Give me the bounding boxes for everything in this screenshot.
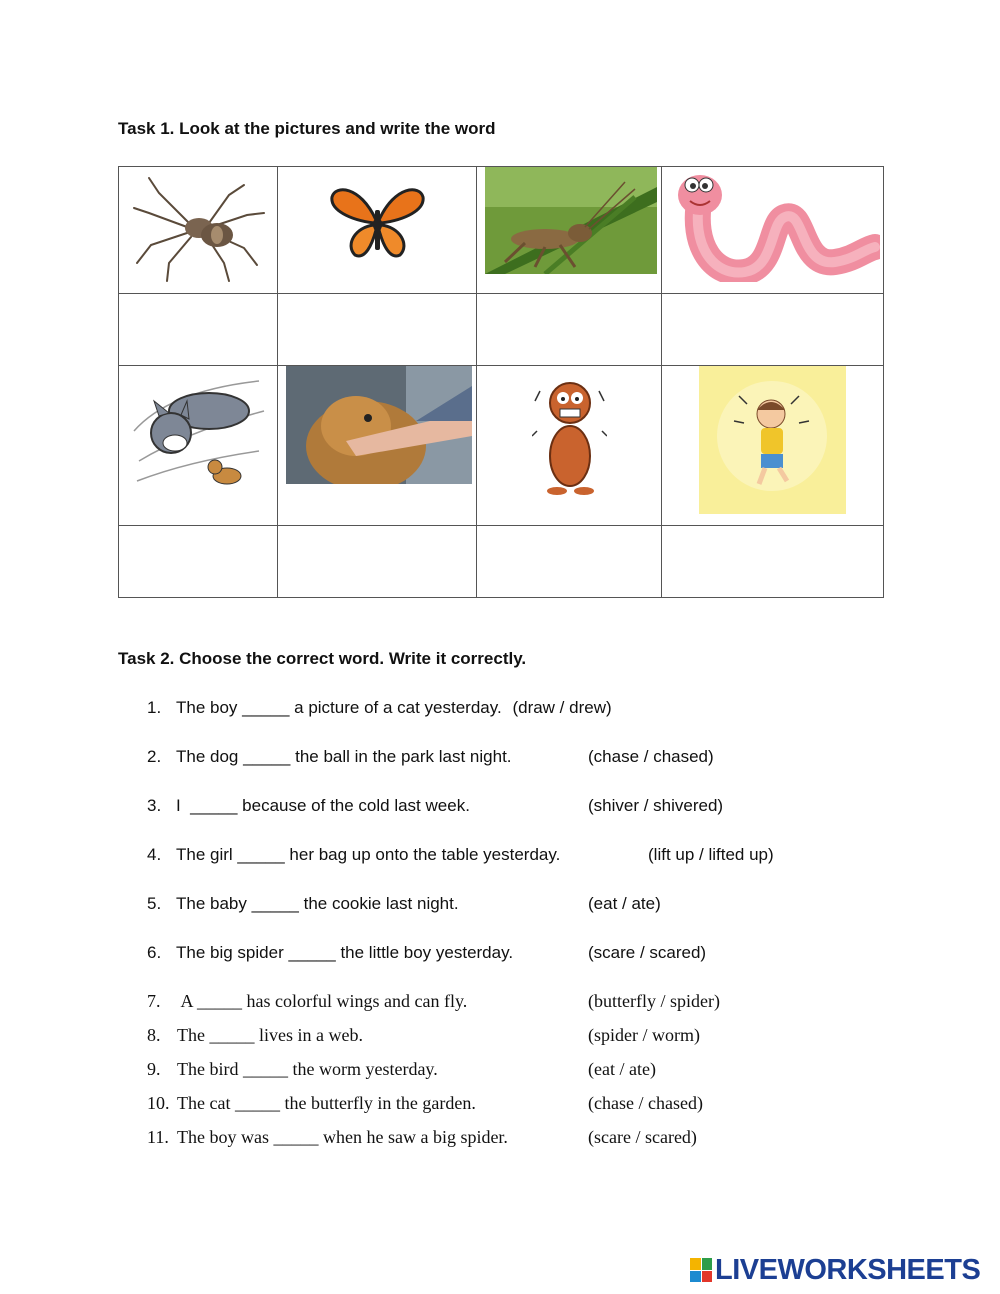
question-text: The _____ lives in a web.	[177, 1025, 363, 1045]
question-number: 2.	[147, 747, 162, 766]
question-number: 9.	[147, 1059, 161, 1079]
cat-chasing-mouse-image	[129, 371, 269, 501]
question-number: 4.	[147, 845, 162, 864]
question-options: (shiver / shivered)	[588, 796, 724, 815]
answer-cell[interactable]	[662, 526, 884, 598]
task1-title: Task 1. Look at the pictures and write the word	[118, 119, 496, 138]
liveworksheets-logo[interactable]	[690, 1254, 980, 1286]
question-2	[147, 747, 714, 767]
question-text: The bird _____ the worm yesterday.	[177, 1059, 438, 1079]
question-7	[147, 991, 720, 1012]
question-text: The dog _____ the ball in the park last night.	[176, 747, 512, 766]
picture-cell	[119, 366, 278, 526]
question-text: The baby _____ the cookie last night.	[176, 894, 459, 913]
question-number: 8.	[147, 1025, 161, 1045]
question-text: The cat _____ the butterfly in the garden.	[177, 1093, 476, 1113]
picture-cell	[278, 366, 477, 526]
worm-image	[670, 167, 880, 282]
question-number: 10.	[147, 1093, 170, 1113]
question-9	[147, 1059, 656, 1080]
question-number: 11.	[147, 1127, 169, 1147]
logo-text: LIVEWORKSHEETS	[715, 1253, 981, 1286]
spider-image	[129, 173, 269, 283]
question-options: (spider / worm)	[588, 1025, 700, 1045]
answer-cell[interactable]	[119, 294, 278, 366]
scared-boy-image	[699, 366, 846, 514]
answer-cell[interactable]	[662, 294, 884, 366]
question-11	[147, 1127, 697, 1148]
question-options: (scare / scared)	[588, 943, 707, 962]
question-options: (draw / drew)	[512, 698, 612, 717]
answer-cell[interactable]	[477, 294, 662, 366]
answer-cell[interactable]	[278, 294, 477, 366]
picture-cell	[662, 366, 884, 526]
task2-title: Task 2. Choose the correct word. Write it correctly.	[118, 649, 527, 668]
question-options: (chase / chased)	[588, 747, 714, 766]
picture-cell	[477, 366, 662, 526]
question-number: 5.	[147, 894, 162, 913]
question-options: (chase / chased)	[588, 1093, 703, 1113]
question-text: The boy was _____ when he saw a big spider.	[177, 1127, 508, 1147]
question-options: (butterfly / spider)	[588, 991, 720, 1011]
question-text: The big spider _____ the little boy yesterday.	[176, 943, 514, 962]
question-number: 7.	[147, 991, 161, 1011]
answer-cell[interactable]	[278, 526, 477, 598]
question-1	[147, 698, 612, 718]
question-options: (eat / ate)	[588, 1059, 656, 1079]
dog-biting-hand-image	[286, 366, 472, 484]
question-text: The girl _____ her bag up onto the table yesterday.	[176, 845, 561, 864]
grasshopper-image	[485, 167, 657, 274]
question-3	[147, 796, 724, 816]
question-number: 1.	[147, 698, 162, 717]
question-number: 3.	[147, 796, 162, 815]
picture-cell	[662, 167, 884, 294]
butterfly-image	[330, 185, 425, 260]
question-text: The boy _____ a picture of a cat yesterday.	[176, 698, 502, 717]
question-5	[147, 894, 661, 914]
answer-cell[interactable]	[119, 526, 278, 598]
picture-cell	[477, 167, 662, 294]
question-options: (scare / scared)	[588, 1127, 697, 1147]
picture-cell	[119, 167, 278, 294]
question-options: (eat / ate)	[588, 894, 661, 913]
picture-grid	[118, 166, 884, 598]
logo-icon	[690, 1258, 712, 1282]
picture-cell	[278, 167, 477, 294]
question-text: I _____ because of the cold last week.	[176, 796, 470, 815]
question-10	[147, 1093, 703, 1114]
question-6	[147, 943, 707, 963]
question-4	[147, 845, 774, 865]
question-options: (lift up / lifted up)	[648, 845, 774, 864]
shivering-dog-image	[532, 371, 607, 496]
question-number: 6.	[147, 943, 162, 962]
question-8	[147, 1025, 700, 1046]
question-text: A _____ has colorful wings and can fly.	[177, 991, 468, 1011]
answer-cell[interactable]	[477, 526, 662, 598]
